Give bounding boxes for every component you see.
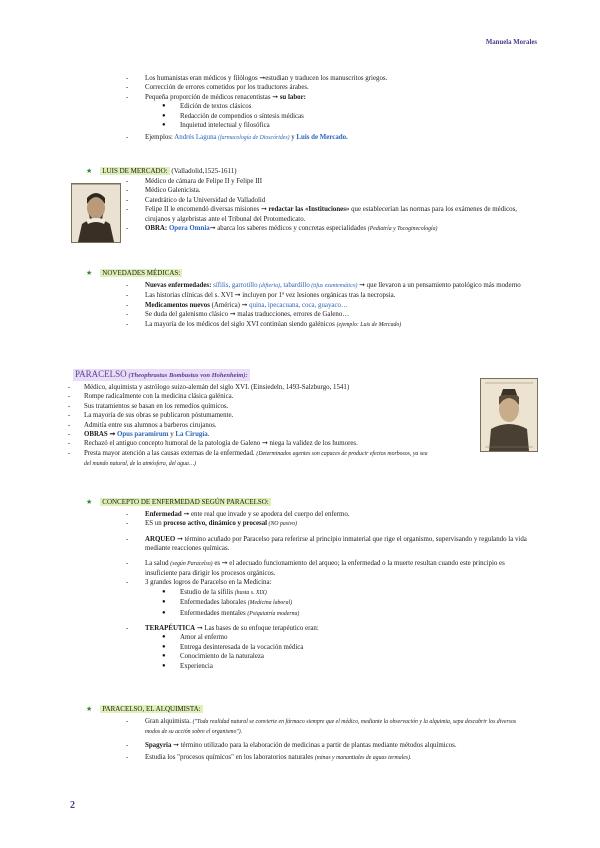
- list-item: - 3 grandes logros de Paracelso en la Medicina:: [126, 579, 272, 587]
- link-andres-laguna: Andrés Laguna: [174, 134, 217, 142]
- list-item: - OBRAS ➞ Opus paramirum y La Cirugía.: [68, 431, 210, 439]
- list-item: ● Enfermedades mentales (Psiquiatría moderna): [162, 609, 300, 617]
- star-icon: ★: [86, 705, 93, 713]
- list-item: - Se duda del galenismo clásico ➞ malas traducciones, errores de Galeno…: [126, 311, 350, 319]
- list-item: - Corrección de errores cometidos por los traductores árabes.: [126, 84, 309, 92]
- mercado-section: [0, 177, 600, 234]
- list-item: - ES un proceso activo, dinámico y procesal (NO pasivo): [126, 520, 298, 528]
- section-header-alquimista: ★ PARACELSO, EL ALQUIMISTA:: [86, 705, 201, 713]
- list-item: - Médico de cámara de Felipe II y Felipe III: [126, 178, 263, 185]
- alquimista-section: [0, 717, 600, 764]
- list-item: - OBRA: Opera Omnia➞ abarca los saberes médicos y concretas especialidades (Pediatría y Tocoginecología): [126, 225, 438, 233]
- list-item: ● Amor al enfermo: [162, 634, 228, 642]
- list-item: - Estudia los "procesos químicos" en los laboratorios naturales (minas y manantiales de aguas termales).: [126, 754, 412, 762]
- paracelso-section: [0, 383, 600, 470]
- list-item: - Gran alquimista. ("Toda realidad natural se convierte en fármaco siempre que el médico, mediante la observación y la alquimia, sepa descubrir los diversos modos de su acción sobre el organismo").: [126, 718, 517, 736]
- list-item: - Los humanistas eran médicos y filólogos ➞estudian y traducen los manuscritos griegos.: [126, 75, 388, 82]
- list-item: - Medicamentos nuevos (América) ➞ quina, ipecacuana, coca, guayaco…: [126, 301, 348, 309]
- section-header-mercado: ★ LUIS DE MERCADO: (Valladolid,1525-1611): [86, 167, 237, 175]
- list-item: - La mayoría de sus obras se publicaron póstumamente.: [68, 412, 234, 420]
- list-item: - La salud (según Paracelso) es ➞ el adecuado funcionamiento del arqueo; la enfermedad o la muerte resultan cuando este principio es insuficiente para dirigir los procesos orgánicos.: [126, 559, 505, 578]
- star-icon: ★: [86, 269, 93, 277]
- list-item: - Spagyria ➞ término utilizado para la elaboración de medicinas a partir de plantas mediante métodos alquímicos.: [126, 741, 457, 749]
- section-title-paracelso: PARACELSO (Theophrastus Bombastus von Hohenheim):: [75, 369, 248, 379]
- list-item: ● Conocimiento de la naturaleza: [162, 653, 264, 661]
- novedades-section: [0, 281, 600, 330]
- page-number: 2: [70, 800, 75, 811]
- list-item: - ARQUEO ➞ término acuñado por Paracelso para referirse al principio inmaterial que rige el organismo, supervisando y regulando la vida mediante reacciones químicas.: [126, 535, 527, 553]
- list-item: - Enfermedad ➞ ente real que invade y se apodera del cuerpo del enfermo.: [126, 511, 350, 518]
- list-item: - Presta mayor atención a las causas externas de la enfermedad. (Determinados agentes son capaces de producir efectos morbosos, ya sea del mundo natural, de la atmósfera, del agua…): [68, 449, 428, 468]
- list-item: - Admitía entre sus alumnos a barberos cirujanos.: [68, 421, 217, 429]
- list-item: ● Entrega desinteresada de la vocación médica: [162, 643, 304, 651]
- list-item: - Rechazó el antiguo concepto humoral de la patología de Galeno ➞ niega la validez de los humores.: [68, 440, 358, 448]
- list-item: - Rompe radicalmente con la medicina clásica galénica.: [68, 393, 234, 401]
- list-item: - TERAPÉUTICA ➞ Las bases de su enfoque terapéutico eran:: [126, 625, 319, 633]
- list-item: - Médico, alquimista y astrólogo suizo-alemán del siglo XVI. (Einsiedeln, 1493-Salzburgo, 1541): [68, 384, 350, 391]
- list-item: ● Estudio de la sífilis (hasta s. XIX): [162, 588, 267, 596]
- intro-section: [0, 74, 600, 144]
- list-item: - Sus tratamientos se basan en los remedios químicos.: [68, 402, 229, 410]
- list-item: - Pequeña proporción de médicos renacentistas ➞ su labor:: [126, 93, 306, 101]
- list-item: ● Experiencia: [162, 662, 213, 670]
- section-header-concepto: ★ CONCEPTO DE ENFERMEDAD SEGÚN PARACELSO:: [86, 498, 269, 506]
- list-item: ● Enfermedades laborales (Medicina laboral): [162, 599, 293, 607]
- list-item: - Médico Galenicista.: [126, 187, 201, 195]
- author-name: Manuela Morales: [485, 39, 537, 46]
- list-item: ● Inquietud intelectual y filosófica: [162, 122, 270, 130]
- list-item: - Nuevas enfermedades: sífilis, garrotillo (difteria), tabardillo (tifus exantemático) ➞ que llevaron a un pensamiento patológico más moderno: [126, 282, 521, 289]
- link-luis-de-mercado: Luis de Mercado.: [296, 134, 348, 142]
- list-item: - Catedrático de la Universidad de Valladolid: [126, 196, 266, 204]
- star-icon: ★: [86, 167, 93, 175]
- star-icon: ★: [86, 498, 93, 506]
- list-item: - La mayoría de los médicos del siglo XVI continúan siendo galénicos (ejemplo: Luis de Mercado): [126, 320, 402, 328]
- section-header-novedades: ★ NOVEDADES MÉDICAS:: [86, 269, 181, 277]
- concepto-section: [0, 510, 600, 671]
- list-item: - Felipe II le encomendó diversas misiones ➞ redactar las «Instituciones» que establecerían las normas para los exámenes de médicos, cirujanos y algebristas ante el Tribunal del Protomedicato.: [126, 206, 517, 223]
- list-item: - Ejemplos: Andrés Laguna (farmacología de Dioscórides) y Luis de Mercado.: [126, 134, 348, 142]
- list-item: ● Edición de textos clásicos: [162, 103, 252, 111]
- list-item: - Las historias clínicas del s. XVI ➞ incluyen por 1ª vez lesiones orgánicas tras la necropsia.: [126, 292, 396, 300]
- list-item: ● Redacción de compendios o síntesis médicas: [162, 112, 304, 120]
